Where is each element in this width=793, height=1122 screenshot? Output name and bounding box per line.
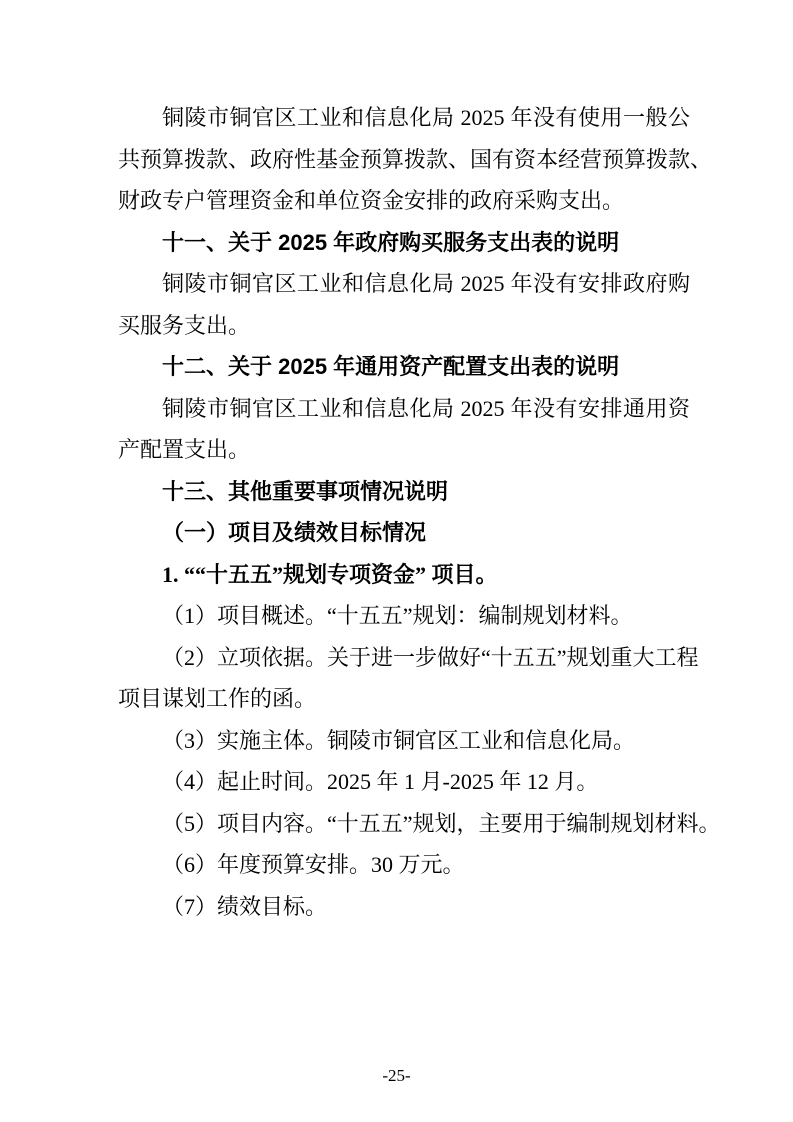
- project-detail-line: （2）立项依据。关于进一步做好“十五五”规划重大工程: [162, 644, 699, 670]
- project-detail-line: （6）年度预算安排。30 万元。: [162, 852, 465, 877]
- page-number: -25-: [382, 1066, 411, 1085]
- project-detail-line: （5）项目内容。“十五五”规划，主要用于编制规划材料。: [162, 810, 721, 836]
- project-title: 1. ““十五五”规划专项资金” 项目。: [162, 561, 498, 587]
- paragraph-line: 产配置支出。: [118, 437, 251, 462]
- paragraph-line: 铜陵市铜官区工业和信息化局 2025 年没有使用一般公: [162, 105, 690, 130]
- paragraph-line: 铜陵市铜官区工业和信息化局 2025 年没有安排通用资: [162, 395, 690, 421]
- document-body: [118, 97, 721, 927]
- section-heading-12: 十二、关于 2025 年通用资产配置支出表的说明: [162, 354, 620, 379]
- section-heading-13: 十三、其他重要事项情况说明: [162, 478, 449, 504]
- paragraph-line: 财政专户管理资金和单位资金安排的政府采购支出。: [118, 188, 625, 213]
- paragraph-line: 铜陵市铜官区工业和信息化局 2025 年没有安排政府购: [162, 271, 690, 296]
- project-detail-line: （3）实施主体。铜陵市铜官区工业和信息化局。: [162, 727, 636, 753]
- project-detail-line: （4）起止时间。2025 年 1 月-2025 年 12 月。: [162, 769, 599, 794]
- project-detail-line: （1）项目概述。“十五五”规划：编制规划材料。: [162, 603, 633, 628]
- project-detail-line: （7）绩效目标。: [162, 893, 328, 919]
- paragraph-line: 共预算拨款、政府性基金预算拨款、国有资本经营预算拨款、: [118, 146, 713, 172]
- paragraph-line: 买服务支出。: [118, 312, 251, 338]
- subsection-heading: （一）项目及绩效目标情况: [162, 520, 427, 545]
- project-detail-line: 项目谋划工作的函。: [118, 686, 317, 711]
- section-heading-11: 十一、关于 2025 年政府购买服务支出表的说明: [162, 229, 620, 255]
